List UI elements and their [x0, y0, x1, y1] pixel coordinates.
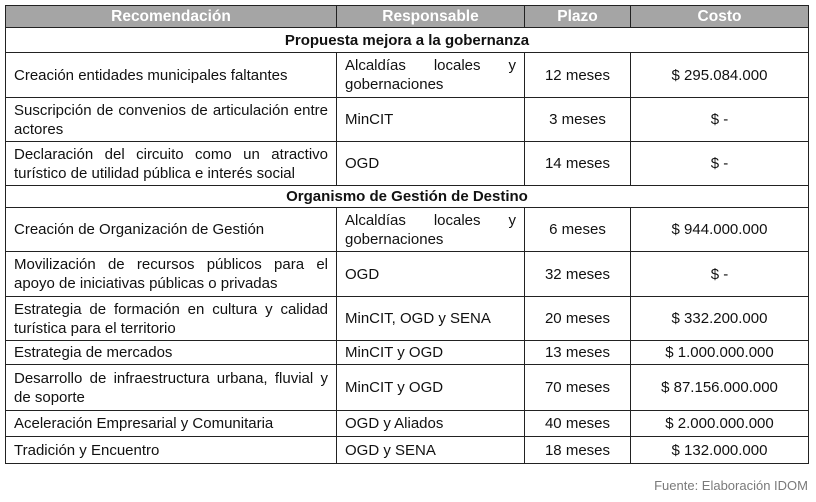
cell-costo: $ 87.156.000.000 [631, 365, 809, 411]
cell-plazo: 32 meses [525, 252, 631, 297]
header-plazo: Plazo [525, 6, 631, 28]
table-row [6, 98, 809, 142]
cell-responsable: OGD [337, 252, 525, 297]
table-row [6, 365, 809, 411]
cell-plazo: 40 meses [525, 411, 631, 437]
cell-costo: $ 332.200.000 [631, 297, 809, 341]
section-row [6, 28, 809, 53]
cell-plazo: 6 meses [525, 208, 631, 252]
cell-responsable: MinCIT [337, 98, 525, 142]
table-row [6, 53, 809, 98]
header-row [6, 6, 809, 28]
cell-responsable: MinCIT, OGD y SENA [337, 297, 525, 341]
section-title: Organismo de Gestión de Destino [6, 186, 809, 208]
recommendations-table [5, 5, 809, 464]
cell-responsable: OGD [337, 142, 525, 186]
table-row [6, 411, 809, 437]
section-row [6, 186, 809, 208]
cell-recomendacion: Estrategia de mercados [6, 341, 337, 365]
cell-plazo: 12 meses [525, 53, 631, 98]
cell-plazo: 14 meses [525, 142, 631, 186]
cell-responsable: Alcaldías locales y gobernaciones [337, 208, 525, 252]
table-row [6, 208, 809, 252]
cell-costo: $ - [631, 98, 809, 142]
cell-plazo: 13 meses [525, 341, 631, 365]
section-title: Propuesta mejora a la gobernanza [6, 28, 809, 53]
cell-responsable: OGD y SENA [337, 437, 525, 464]
cell-recomendacion: Aceleración Empresarial y Comunitaria [6, 411, 337, 437]
cell-costo: $ 295.084.000 [631, 53, 809, 98]
cell-costo: $ - [631, 142, 809, 186]
cell-recomendacion: Creación de Organización de Gestión [6, 208, 337, 252]
header-costo: Costo [631, 6, 809, 28]
table-row [6, 437, 809, 464]
table-row [6, 252, 809, 297]
cell-plazo: 70 meses [525, 365, 631, 411]
cell-costo: $ - [631, 252, 809, 297]
source-note: Fuente: Elaboración IDOM [654, 478, 808, 493]
table-row [6, 297, 809, 341]
cell-plazo: 20 meses [525, 297, 631, 341]
cell-costo: $ 1.000.000.000 [631, 341, 809, 365]
cell-recomendacion: Creación entidades municipales faltantes [6, 53, 337, 98]
header-recomendacion: Recomendación [6, 6, 337, 28]
cell-recomendacion: Desarrollo de infraestructura urbana, fluvial y de soporte [6, 365, 337, 411]
cell-plazo: 18 meses [525, 437, 631, 464]
table-row [6, 142, 809, 186]
cell-recomendacion: Movilización de recursos públicos para el apoyo de iniciativas públicas o privadas [6, 252, 337, 297]
cell-responsable: Alcaldías locales y gobernaciones [337, 53, 525, 98]
cell-responsable: OGD y Aliados [337, 411, 525, 437]
cell-costo: $ 2.000.000.000 [631, 411, 809, 437]
cell-costo: $ 944.000.000 [631, 208, 809, 252]
cell-responsable: MinCIT y OGD [337, 365, 525, 411]
cell-plazo: 3 meses [525, 98, 631, 142]
cell-recomendacion: Estrategia de formación en cultura y calidad turística para el territorio [6, 297, 337, 341]
cell-costo: $ 132.000.000 [631, 437, 809, 464]
cell-recomendacion: Tradición y Encuentro [6, 437, 337, 464]
table-row [6, 341, 809, 365]
cell-recomendacion: Declaración del circuito como un atractivo turístico de utilidad pública e interés social [6, 142, 337, 186]
header-responsable: Responsable [337, 6, 525, 28]
cell-responsable: MinCIT y OGD [337, 341, 525, 365]
cell-recomendacion: Suscripción de convenios de articulación entre actores [6, 98, 337, 142]
